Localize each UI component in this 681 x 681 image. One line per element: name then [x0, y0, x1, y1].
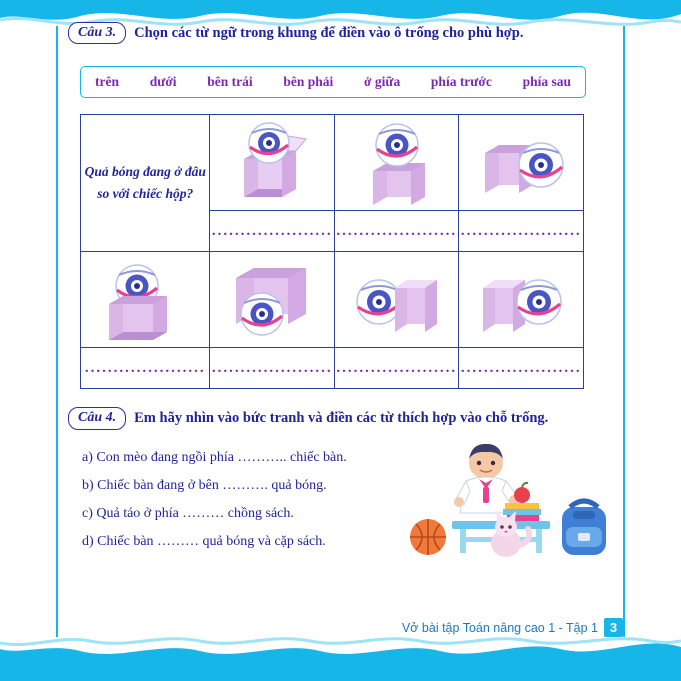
word-bank: [80, 66, 586, 98]
answer-dots: .....................: [460, 360, 582, 377]
cell-ball-right-of-box-2: [459, 252, 584, 348]
answer-blank-7[interactable]: [459, 348, 584, 389]
question-4-line-b[interactable]: b) Chiếc bàn đang ở bên ………. quả bóng.: [82, 477, 327, 493]
question-4-line-c[interactable]: c) Quả táo ở phía ……… chồng sách.: [82, 505, 294, 521]
word-bank-item-phia-sau[interactable]: phía sau: [522, 74, 571, 90]
ball-right-of-box-illustration: [471, 115, 571, 205]
question-4-badge: Câu 4.: [68, 407, 126, 429]
cell-ball-right-of-box: [459, 115, 584, 211]
basketball: [410, 519, 446, 555]
cell-ball-left-of-box: [334, 252, 459, 348]
answer-dots: .....................: [336, 223, 458, 240]
position-exercise-table: [80, 114, 584, 389]
answer-blank-2[interactable]: [334, 211, 459, 252]
cell-ball-inside-open-box: [210, 115, 335, 211]
cell-ball-above-box: [334, 115, 459, 211]
question-4-block: [68, 407, 614, 555]
footer-title: Vở bài tập Toán nâng cao 1 - Tập 1: [401, 620, 598, 635]
cell-ball-behind-box: [81, 252, 210, 348]
backpack: [562, 501, 606, 555]
word-bank-item-o-giua[interactable]: ở giữa: [364, 74, 401, 90]
right-margin-rule: [623, 26, 625, 637]
question-4-line-a[interactable]: a) Con mèo đang ngồi phía ……….. chiếc bàn.: [82, 449, 347, 465]
ball-above-box-illustration: [347, 115, 447, 205]
answer-dots: .....................: [211, 360, 333, 377]
word-bank-item-phia-truoc[interactable]: phía trước: [430, 74, 492, 90]
question-3-header: [68, 22, 614, 44]
table-row: [81, 252, 584, 348]
word-bank-item-duoi[interactable]: dưới: [149, 74, 177, 90]
cell-ball-in-front-of-box: [210, 252, 335, 348]
bottom-wave-decoration: [0, 633, 681, 681]
left-margin-rule: [56, 26, 58, 637]
answer-dots: .....................: [336, 360, 458, 377]
answer-dots: .....................: [460, 223, 582, 240]
page-content: [68, 22, 614, 556]
word-bank-item-ben-phai[interactable]: bên phải: [283, 74, 334, 90]
ball-behind-box-illustration: [93, 252, 197, 342]
boy-at-desk-with-cat-ball-backpack-illustration: [366, 441, 618, 561]
answer-blank-1[interactable]: [210, 211, 335, 252]
ball-left-of-box-illustration: [347, 252, 447, 342]
word-bank-item-tren[interactable]: trên: [95, 74, 119, 90]
question-3-text: Chọn các từ ngữ trong khung để điền vào ô trống cho phù hợp.: [134, 24, 524, 41]
question-3-badge: Câu 3.: [68, 22, 126, 44]
table-row: [81, 348, 584, 389]
word-bank-item-ben-trai[interactable]: bên trái: [207, 74, 253, 90]
prompt-cell: Quả bóng đang ở đâu so với chiếc hộp?: [81, 115, 210, 252]
answer-blank-6[interactable]: [334, 348, 459, 389]
question-4-lines: [82, 444, 412, 556]
question-4-text: Em hãy nhìn vào bức tranh và điền các từ thích hợp vào chỗ trống.: [134, 409, 549, 426]
page-footer: [402, 618, 623, 637]
boy-figure: [454, 444, 519, 513]
page-number: 3: [604, 618, 623, 637]
question-4-header: [68, 407, 614, 429]
question-4-line-d[interactable]: d) Chiếc bàn ……… quả bóng và cặp sách.: [82, 533, 326, 549]
ball-in-front-of-box-illustration: [222, 252, 322, 342]
answer-blank-5[interactable]: [210, 348, 335, 389]
question-4-illustration: [366, 441, 618, 561]
ball-right-of-box-2-illustration: [471, 252, 571, 342]
answer-dots: .....................: [84, 360, 206, 377]
ball-inside-open-box-illustration: [222, 115, 322, 205]
answer-blank-3[interactable]: [459, 211, 584, 252]
answer-blank-4[interactable]: [81, 348, 210, 389]
table-row: [81, 115, 584, 211]
answer-dots: .....................: [211, 223, 333, 240]
